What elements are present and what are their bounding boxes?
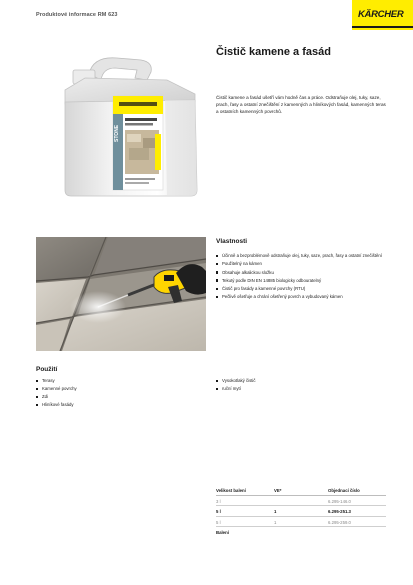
list-item: Čistič pro fasády a kamenné povrchy (RTU) (216, 286, 386, 292)
properties-heading: Vlastnosti (216, 238, 248, 245)
list-item: Kamenné povrchy (36, 386, 186, 392)
bullet-icon (216, 288, 218, 290)
bullet-icon (216, 296, 218, 298)
list-item: Obsahuje alkalickou složku (216, 270, 386, 276)
table-footer-row (216, 527, 386, 538)
list-item: ruční mytí (216, 386, 366, 392)
bullet-icon (216, 380, 218, 382)
bullet-icon (36, 396, 38, 398)
table-row (216, 506, 386, 517)
logo-divider (352, 26, 413, 28)
list-item: Použitelný na kámen (216, 261, 386, 267)
table-row (216, 496, 386, 507)
column-header-order: Objednací číslo (328, 488, 360, 493)
product-description: Čistič kamene a fasád ušetří vám hodně čas a práce. Odstraňuje olej, tuky, saze, prach, řasy a ostatní znečištění z kamenných a hliníkových fasád, kamenných teras a ostatních kamenných povrchů. (216, 95, 386, 115)
bullet-icon (216, 263, 218, 265)
table-header-row (216, 485, 386, 496)
usage-list-left (36, 378, 186, 410)
order-table (216, 485, 386, 538)
list-item: Vysokotlaký čistič (216, 378, 366, 384)
can-label-text: STONE (114, 124, 120, 142)
list-item: Hliníkové fasády (36, 402, 186, 408)
list-item: Zdi (36, 394, 186, 400)
cell-order-number: 6.295-259.0 (328, 519, 351, 525)
bullet-icon (36, 388, 38, 390)
document-label: Produktové informace RM 623 (36, 12, 118, 18)
bullet-icon (216, 255, 218, 257)
cell-ve: 1 (274, 509, 277, 514)
bullet-icon (216, 279, 218, 281)
list-item: Tekutý podle DIN EN 14885 biologicky odbouratelný (216, 278, 386, 284)
cell-ve: 1 (274, 519, 277, 525)
bullet-icon (216, 388, 218, 390)
bullet-icon (216, 271, 218, 273)
table-row (216, 517, 386, 528)
brand-name: KÄRCHER (358, 9, 404, 20)
page-header (0, 0, 413, 30)
cell-size: 3 l (216, 498, 221, 504)
cell-size: 5 l (216, 509, 221, 514)
cell-size: 5 l (216, 519, 221, 525)
properties-list (216, 253, 386, 303)
list-item: Terasy (36, 378, 186, 384)
bullet-icon (36, 404, 38, 406)
product-canister-image (55, 50, 215, 200)
product-title: Čistič kamene a fasád (216, 46, 331, 58)
cell-order-number: 6.295-146.0 (328, 498, 351, 504)
list-item: Účinně a bezproblémově odstraňuje olej, tuky, saze, prach, řasy a ostatní znečištění (216, 253, 386, 259)
usage-heading: Použití (36, 366, 58, 373)
usage-list-right (216, 378, 366, 394)
bullet-icon (36, 380, 38, 382)
column-header-size: Velikost balení (216, 488, 246, 493)
list-item: Pečlivě ošetřuje a chrání ošetřený povrch a vybudovaný kámen (216, 294, 386, 300)
cell-order-number: 6.295-251.3 (328, 509, 351, 514)
table-footer-label: Balení (216, 530, 229, 535)
application-photo (36, 237, 206, 351)
column-header-ve: VE* (274, 488, 282, 493)
